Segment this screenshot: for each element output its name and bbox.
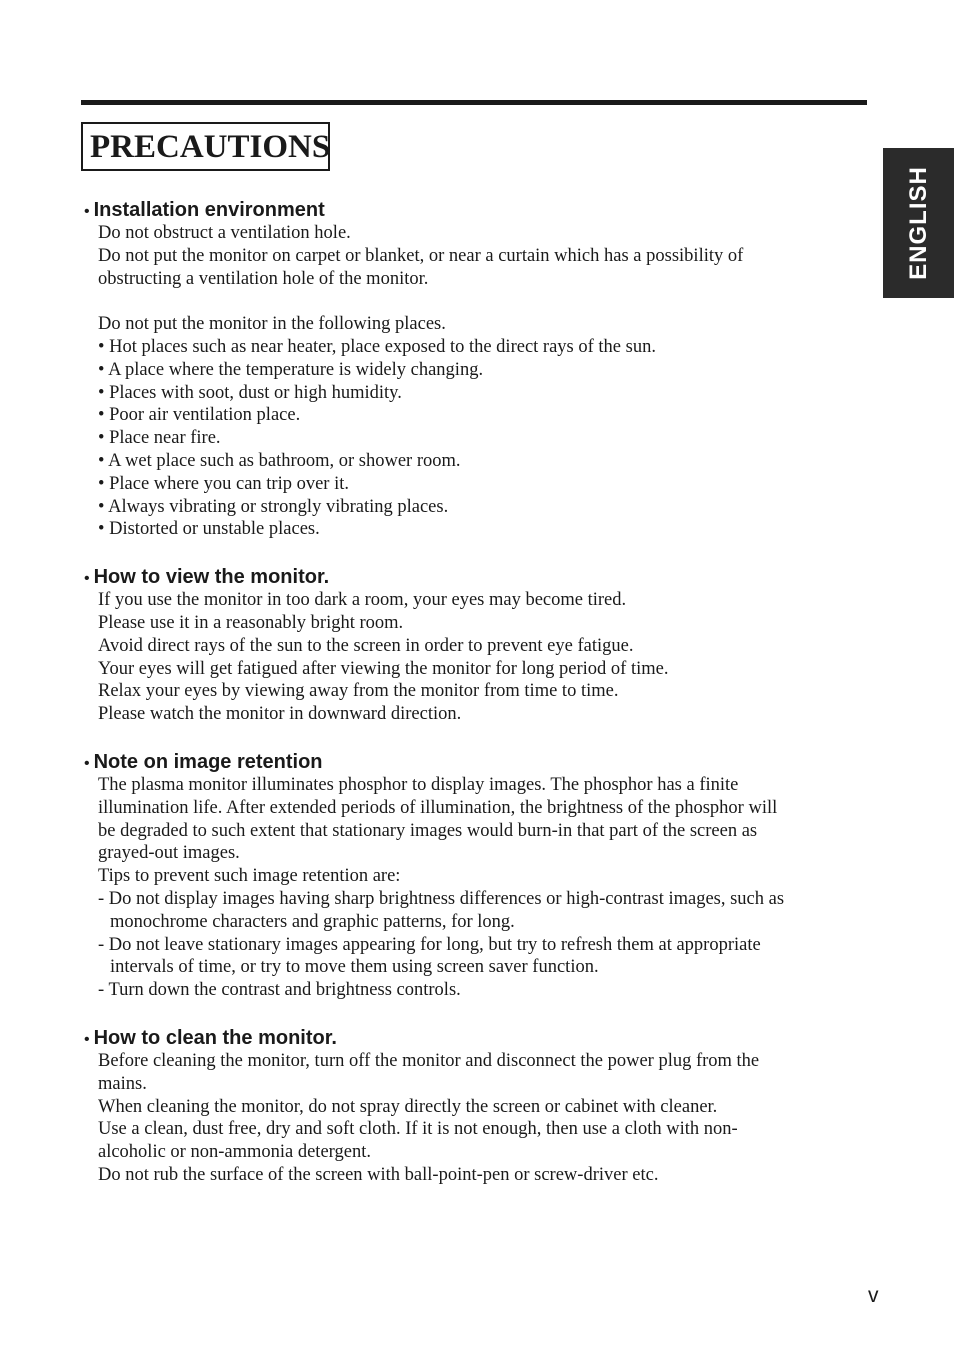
body-text-line: Do not obstruct a ventilation hole.	[98, 223, 351, 243]
body-text-line: intervals of time, or try to move them using screen saver function.	[110, 957, 599, 978]
precaution-section	[84, 1026, 864, 1187]
precautions-content	[84, 198, 864, 1187]
body-text-line: • Places with soot, dust or high humidity.	[98, 382, 402, 403]
body-text-line: Please use it in a reasonably bright room.	[98, 612, 404, 633]
section-heading-text: Installation environment	[93, 199, 325, 221]
section-heading	[84, 198, 864, 222]
heading-bullet: •	[84, 570, 90, 588]
body-text-line: • Distorted or unstable places.	[98, 519, 320, 540]
section-heading-text: How to clean the monitor.	[93, 1026, 337, 1049]
body-text-line: If you use the monitor in too dark a room, your eyes may become tired.	[98, 590, 627, 611]
body-text-line: • A place where the temperature is widely changing.	[98, 359, 484, 380]
body-text-line: monochrome characters and graphic patterns, for long.	[110, 911, 515, 932]
section-gap	[84, 726, 864, 750]
language-tab-label: ENGLISH	[904, 166, 932, 280]
body-text-line: • Place where you can trip over it.	[98, 473, 349, 494]
section-heading	[84, 750, 864, 774]
body-text-line: Do not put the monitor on carpet or blanket, or near a curtain which has a possibility of	[98, 245, 744, 266]
body-text-line: - Turn down the contrast and brightness controls.	[98, 980, 461, 1001]
section-heading	[84, 565, 864, 589]
section-gap	[84, 1002, 864, 1026]
body-text-line: Relax your eyes by viewing away from the monitor from time to time.	[98, 681, 619, 702]
body-text-line: Avoid direct rays of the sun to the screen in order to prevent eye fatigue.	[98, 635, 634, 656]
page-title: PRECAUTIONS	[90, 129, 331, 165]
precaution-section	[84, 750, 864, 1002]
body-text-line: • Always vibrating or strongly vibrating places.	[98, 496, 449, 517]
heading-bullet: •	[84, 203, 90, 220]
precaution-section	[84, 565, 864, 726]
heading-bullet: •	[84, 754, 90, 772]
body-text-line: When cleaning the monitor, do not spray directly the screen or cabinet with cleaner.	[98, 1096, 718, 1117]
body-text-line: Do not put the monitor in the following places.	[98, 314, 446, 335]
top-rule	[81, 100, 867, 105]
body-text-line: Before cleaning the monitor, turn off the monitor and disconnect the power plug from the	[98, 1050, 760, 1071]
body-text-line: illumination life. After extended periods of illumination, the brightness of the phosphor will	[98, 797, 778, 818]
body-text-line: Use a clean, dust free, dry and soft cloth. If it is not enough, then use a cloth with non-	[98, 1119, 738, 1140]
body-text-line: obstructing a ventilation hole of the monitor.	[98, 268, 429, 289]
body-text-line: be degraded to such extent that stationary images would burn-in that part of the screen as	[98, 820, 758, 841]
body-text-line: Do not rub the surface of the screen with ball-point-pen or screw-driver etc.	[98, 1164, 659, 1185]
paragraph-gap	[84, 290, 864, 313]
section-heading-text: How to view the monitor.	[93, 566, 330, 589]
body-text-line: alcoholic or non-ammonia detergent.	[98, 1142, 371, 1163]
body-text-line: - Do not leave stationary images appearing for long, but try to refresh them at appropriate	[98, 934, 761, 955]
body-text-line: • Poor air ventilation place.	[98, 405, 301, 426]
language-tab	[883, 148, 954, 298]
heading-bullet: •	[84, 1030, 90, 1048]
page-number: v	[868, 1284, 879, 1307]
page-title-box	[81, 122, 330, 171]
body-text-line: - Do not display images having sharp brightness differences or high-contrast images, such as	[98, 888, 785, 909]
body-text-line: • Place near fire.	[98, 428, 221, 449]
body-text-line: • Hot places such as near heater, place exposed to the direct rays of the sun.	[98, 336, 656, 357]
body-text-line: • A wet place such as bathroom, or shower room.	[98, 450, 461, 471]
section-gap	[84, 541, 864, 565]
body-text-line: Tips to prevent such image retention are:	[98, 866, 401, 887]
body-text-line: The plasma monitor illuminates phosphor to display images. The phosphor has a finite	[98, 774, 739, 795]
body-text-line: grayed-out images.	[98, 843, 240, 864]
body-text-line: mains.	[98, 1073, 147, 1094]
body-text-line: Please watch the monitor in downward direction.	[98, 704, 462, 725]
precaution-section	[84, 198, 864, 541]
section-heading-text: Note on image retention	[93, 750, 323, 773]
body-text-line: Your eyes will get fatigued after viewing the monitor for long period of time.	[98, 658, 669, 679]
section-heading	[84, 1026, 864, 1050]
